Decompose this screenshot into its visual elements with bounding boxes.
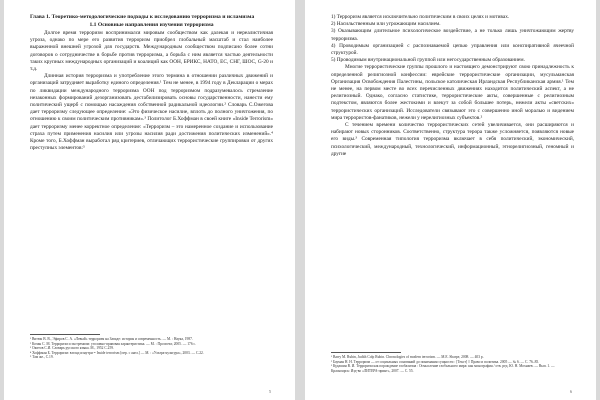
document-page-right: [305, 0, 596, 400]
footnote-separator: [30, 334, 100, 335]
footnotes: [30, 337, 273, 360]
footnote: ¹ Витюк В. В., Эфиров С. А. «Левый» терроризм на Западе: история и современность. — М. : Наука, 1987.: [30, 337, 193, 341]
footnote-separator: [331, 352, 401, 353]
footnote: ⁴ Хоффман Б. Терроризм: взгляд изнутри = Inside terrorism [пер. с англ.] — М. : «Ультра-культура», 2003. — С.22.: [30, 350, 204, 355]
page-body: [30, 30, 273, 152]
footnote: ³ Ожегов С.И. Словарь русского языка. М., 1952 С.259.: [30, 346, 114, 351]
paragraph: Долгое время терроризм воспринимался мировым сообществом как далекая и нереалистичная угроза, однако по мере его развития терроризм приобрел глобальный масштаб и стал наиболее выраженной внешней угрозой для государств. Международным сообществом подписано более сотни договоров о сотрудничестве в борьбе против терроризма, а борьба с ним является частью деятельности таких крупных международных организаций и коалиций как ООН, БРИКС, НАТО, ЕС, СНГ, ШОС, G-20 и т.д.: [30, 30, 273, 73]
paragraph: Длинная история терроризма и употребление этого термина в отношении различных движений и организаций затрудняет выработку единого определения.¹ Тем не менее, в 1994 году в Декларации о мерах по ликвидации международного терроризма ООН под терроризмом подразумевалось стремление незаконных формирований дезорганизовать дестабилизировать основы государственности, нанести ему политический ущерб с помощью насаждения собственной радикальной идеологии.² Словарь С.Ожегова дает терроризму следующее определение: «Это физическое насилие, вплоть до полного уничтожения, по отношению к своим политическим противникам».³ Политолог Б.Хоффман в своей книге «Inside Terrorism» дает терроризму менее корректное определение: «Терроризм – это намеренное создание и использование страха путем применения насилия или угрозы насилия ради достижения политических изменений».⁴ Кроме того, Б.Хоффман выработал ряд критериев, отличающих террористические группировки от других преступных элементов:⁵: [30, 73, 273, 152]
section-title: 1.1 Основные направления изучения терроризма: [89, 22, 214, 28]
document-page-left: [4, 0, 295, 400]
footnotes: [331, 355, 574, 373]
footnote: ³ Кудашин В. И. Терроризм как порождение глобализма : Осмысление глобального мира: как монография / отв. ред. Ю. Н. Мохнаев. — Вып. 1. — Красноярск: Изд-во «ЛИТЕРА-принт», 2007. — С. 55.: [331, 364, 555, 373]
footnote: ⁵ Там же., С.19.: [30, 355, 54, 360]
list-item: 4) Проводимым организацией с распознаваемой цепью управления или конспиративной ячеечной структурой.: [331, 42, 574, 57]
list-item: 1) Терроризм является исключительно политическим в своих целях и мотивах.: [331, 14, 510, 20]
list-item: 2) Насильственным или угрожающим насилием.: [331, 21, 441, 28]
list-item: 3) Оказывающим длительное психологическое воздействие, а не только лишь уничтожающим жертву терроризма.: [331, 28, 574, 42]
paragraph: С течением времени количество террористических сетей увеличивается, они расширяются и набирают новых сторонников. Соответственно, структура терора также усложняется, появляются новые его виды.³ Современная типология терроризма включает в себя политический, экономический, психологический, международный, технологический, информационный, этнорелигиозный, геномный и другие: [331, 122, 574, 157]
footnote: ² Бауман Н. Н. Терроризм — от социальных оснований до понимания сущности : [Текст] // Право и политика. 2005 — № 6. — С. 76–85.: [331, 359, 540, 364]
page-number: 6: [570, 389, 572, 394]
page-number: 5: [269, 389, 271, 394]
page-body: [331, 14, 574, 158]
list-item: 5) Проводимым внутринациональной группой или негосударственным образованием.: [331, 57, 525, 64]
footnote: ¹ Barry M. Rubin, Judith Colp Rubin. Chronologies of modern terrorism. — M.E. Sharpe, 2008. — 403 p.: [331, 355, 484, 359]
paragraph: Многие террористические группы прошлого и настоящего демонстрируют свою принадлежность к определенной религиозной конфессии: еврейские террористические организации, мусульманская Организация Освобождения Палестины, польское католическая Ирландская Республиканская армия.¹ Тем не менее, на первом месте во всех перечисленных движениях находится политический аспект, а не религиозный. Однако, согласно статистике, террористические акты, совершенные с религиозным подтекстом, являются более жестокими и влекут за собой большее потерь, нежели акты «светских» террористических организаций. Исследователи связывают это с совершенно иной моралью и видением мира террористов-фанатиков, нежели у нерелигиозных субъектов.²: [331, 64, 574, 121]
chapter-title: Глава 1. Теоретико-методологические подходы к исследованию терроризма и исламизма: [30, 14, 255, 20]
footnote: ² Кочан С. М. Терроризм и экстремизм: уголовно-правовая характеристика. — М. : Проспект, 2005. — 176 с.: [30, 341, 197, 346]
